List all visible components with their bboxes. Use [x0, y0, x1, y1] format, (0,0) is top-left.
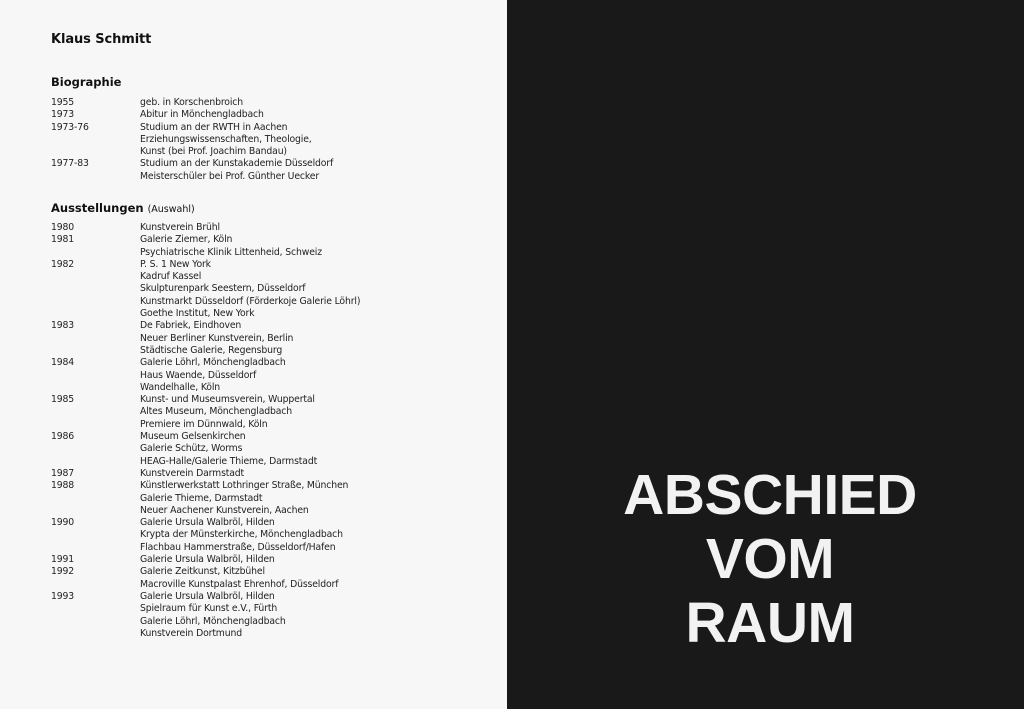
entry-lines — [140, 158, 471, 183]
exhibitions-heading — [51, 201, 195, 215]
entry-year: 1985 — [51, 394, 75, 406]
timeline-entry — [51, 480, 471, 517]
entry-year: 1981 — [51, 234, 75, 246]
entry-line: geb. in Korschenbroich — [140, 97, 243, 108]
entry-lines — [140, 97, 471, 109]
entry-year: 1982 — [51, 258, 75, 270]
entry-line: Galerie Schütz, Worms — [140, 443, 243, 455]
title-line: ABSCHIED — [623, 463, 917, 527]
entry-lines — [140, 357, 471, 394]
entry-lines — [140, 320, 471, 357]
entry-line: Erziehungswissenschaften, Theologie, — [140, 133, 312, 145]
entry-lines — [140, 431, 471, 468]
entry-line: Städtische Galerie, Regensburg — [140, 344, 283, 356]
timeline-entry — [51, 109, 471, 121]
entry-lines — [140, 468, 471, 480]
entry-year: 1977-83 — [51, 158, 89, 170]
entry-line: Museum Gelsenkirchen — [140, 431, 246, 443]
entry-line: Premiere im Dünnwald, Köln — [140, 418, 268, 430]
entry-year: 1992 — [51, 566, 75, 578]
title-line: RAUM — [685, 591, 855, 655]
entry-line: Kunstmarkt Düsseldorf (Förderkoje Galerie Löhrl) — [140, 295, 361, 307]
entry-line: Galerie Ursula Walbröl, Hilden — [140, 517, 275, 529]
entry-year: 1990 — [51, 517, 75, 529]
entry-year: 1980 — [51, 222, 75, 233]
entry-line: Goethe Institut, New York — [140, 308, 255, 320]
entry-lines — [140, 259, 471, 320]
timeline-entry — [51, 158, 471, 183]
entry-line: P. S. 1 New York — [140, 258, 211, 270]
timeline-entry — [51, 122, 471, 159]
timeline-entry — [51, 394, 471, 431]
timeline-entry — [51, 554, 471, 566]
timeline-entry — [51, 468, 471, 480]
entry-year: 1984 — [51, 357, 75, 369]
entry-line: Kunstverein Darmstadt — [140, 467, 245, 479]
entry-line: Flachbau Hammerstraße, Düsseldorf/Hafen — [140, 541, 336, 553]
entry-lines — [140, 394, 471, 431]
timeline-entry — [51, 431, 471, 468]
entry-year: 1973-76 — [51, 121, 89, 133]
entry-year: 1993 — [51, 590, 75, 602]
entry-year: 1955 — [51, 97, 75, 108]
entry-line: Skulpturenpark Seestern, Düsseldorf — [140, 283, 306, 295]
entry-line: Meisterschüler bei Prof. Günther Uecker — [140, 170, 319, 182]
timeline-entry — [51, 517, 471, 554]
entry-line: Studium an der RWTH in Aachen — [140, 121, 288, 133]
title-line: VOM — [705, 527, 835, 591]
entry-line: Kunstverein Brühl — [140, 222, 220, 233]
exhibitions-note: (Auswahl) — [147, 204, 195, 215]
timeline-entry — [51, 222, 471, 234]
left-page — [0, 0, 507, 709]
entry-line: Altes Museum, Mönchengladbach — [140, 406, 292, 418]
entry-line: Kunstverein Dortmund — [140, 627, 242, 639]
entry-year: 1991 — [51, 554, 75, 566]
timeline-entry — [51, 357, 471, 394]
entry-line: Galerie Thieme, Darmstadt — [140, 492, 263, 504]
entry-line: Galerie Löhrl, Mönchengladbach — [140, 357, 286, 369]
exhibitions-list — [51, 222, 471, 640]
biography-list — [51, 97, 471, 183]
entry-year: 1983 — [51, 320, 75, 332]
timeline-entry — [51, 234, 471, 259]
entry-lines — [140, 480, 471, 517]
entry-line: Kadruf Kassel — [140, 271, 202, 283]
entry-line: Wandelhalle, Köln — [140, 381, 221, 393]
entry-line: Galerie Löhrl, Mönchengladbach — [140, 615, 286, 627]
entry-lines — [140, 591, 471, 640]
author-name: Klaus Schmitt — [51, 32, 152, 47]
entry-line: Neuer Aachener Kunstverein, Aachen — [140, 504, 309, 516]
entry-line: Macroville Kunstpalast Ehrenhof, Düsseldorf — [140, 578, 339, 590]
timeline-entry — [51, 320, 471, 357]
timeline-entry — [51, 97, 471, 109]
entry-line: De Fabriek, Eindhoven — [140, 320, 242, 332]
entry-lines — [140, 566, 471, 591]
entry-lines — [140, 517, 471, 554]
entry-line: Haus Waende, Düsseldorf — [140, 369, 257, 381]
entry-line: Studium an der Kunstakademie Düsseldorf — [140, 158, 334, 170]
timeline-entry — [51, 259, 471, 320]
entry-line: Kunst (bei Prof. Joachim Bandau) — [140, 146, 287, 158]
entry-year: 1988 — [51, 480, 75, 492]
entry-lines — [140, 109, 471, 121]
entry-line: Galerie Ursula Walbröl, Hilden — [140, 590, 275, 602]
biography-heading: Biographie — [51, 75, 122, 89]
entry-year: 1973 — [51, 109, 75, 121]
entry-line: Kunst- und Museumsverein, Wuppertal — [140, 394, 315, 406]
entry-line: Spielraum für Kunst e.V., Fürth — [140, 603, 278, 615]
entry-line: Galerie Ursula Walbröl, Hilden — [140, 554, 275, 566]
timeline-entry — [51, 591, 471, 640]
entry-lines — [140, 234, 471, 259]
entry-lines — [140, 222, 471, 234]
timeline-entry — [51, 566, 471, 591]
entry-line: Künstlerwerkstatt Lothringer Straße, München — [140, 480, 349, 492]
entry-lines — [140, 554, 471, 566]
entry-line: Abitur in Mönchengladbach — [140, 109, 264, 121]
entry-line: Neuer Berliner Kunstverein, Berlin — [140, 332, 294, 344]
cover-title — [520, 463, 1020, 655]
entry-year: 1987 — [51, 467, 75, 479]
entry-line: Galerie Zeitkunst, Kitzbühel — [140, 566, 265, 578]
entry-line: Psychiatrische Klinik Littenheid, Schweiz — [140, 246, 322, 258]
entry-line: HEAG-Halle/Galerie Thieme, Darmstadt — [140, 455, 318, 467]
entry-line: Galerie Ziemer, Köln — [140, 234, 233, 246]
entry-year: 1986 — [51, 431, 75, 443]
entry-lines — [140, 122, 471, 159]
entry-line: Krypta der Münsterkirche, Mönchengladbach — [140, 529, 343, 541]
exhibitions-heading-label: Ausstellungen — [51, 201, 144, 215]
